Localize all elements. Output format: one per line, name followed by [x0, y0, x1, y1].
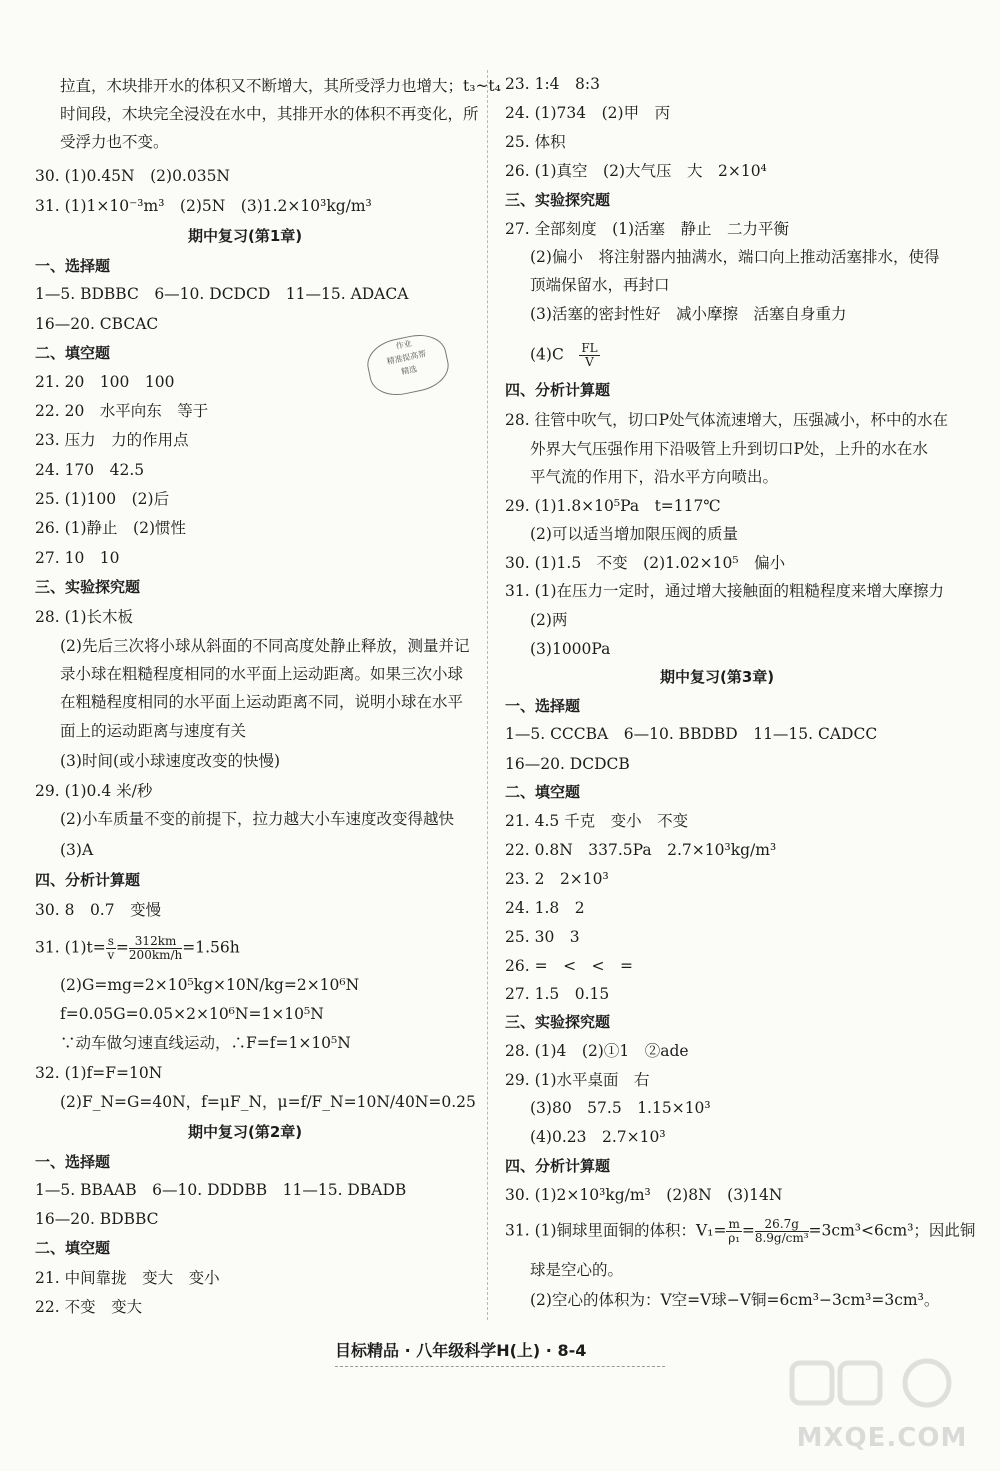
- text-line: 球是空心的。: [530, 1261, 624, 1279]
- answer-30: 30. (1)1.5 不变 (2)1.02×10⁵ 偏小: [505, 554, 786, 572]
- text-line: 时间段，木块完全浸没在水中，其排开水的体积不再变化，所: [60, 105, 479, 123]
- section-heading: 四、分析计算题: [505, 1157, 611, 1175]
- stamp-seal: [363, 329, 453, 400]
- answer-28: 28. (1)4 (2)①1 ②ade: [505, 1042, 689, 1060]
- formula-prefix: 31. (1)铜球里面铜的体积：V₁=: [505, 1221, 727, 1240]
- text-line: (2)G=mg=2×10⁵kg×10N/kg=2×10⁶N: [60, 976, 360, 994]
- section-heading: 二、填空题: [35, 1239, 111, 1257]
- fraction: [106, 935, 116, 962]
- section-heading: 三、实验探究题: [505, 1013, 611, 1031]
- text-line: (2)空心的体积为：V空=V球−V铜=6cm³−3cm³=3cm³。: [530, 1291, 940, 1309]
- text-line: 顶端保留水，再封口: [530, 276, 670, 294]
- fraction: [755, 1218, 809, 1245]
- text-line: ∵动车做匀速直线运动，∴F=f=1×10⁵N: [60, 1034, 351, 1052]
- formula-result: =3cm³<6cm³；因此铜: [808, 1221, 976, 1240]
- section-heading: 二、填空题: [505, 783, 581, 801]
- section-heading: 一、选择题: [35, 257, 111, 275]
- text-line: 在粗糙程度相同的水平面上运动距离不同，说明小球在水平: [60, 693, 464, 711]
- denominator: 200km/h: [128, 948, 183, 962]
- text-line: (2)可以适当增加限压阀的质量: [530, 525, 738, 543]
- text-line: 平气流的作用下，沿水平方向喷出。: [530, 468, 779, 486]
- text-line: (3)活塞的密封性好 减小摩擦 活塞自身重力: [530, 305, 847, 323]
- answer-30: 30. (1)2×10³kg/m³ (2)8N (3)14N: [505, 1186, 783, 1204]
- text-line: (2)两: [530, 611, 568, 629]
- stamp-line: 作业: [394, 338, 413, 352]
- footer-text: 目标精品 · 八年级科学H(上) · 8-4: [335, 1341, 587, 1360]
- answer-24: 24. 1.8 2: [505, 899, 585, 917]
- section-heading: 三、实验探究题: [35, 578, 141, 596]
- section-title-ch2: 期中复习(第2章): [188, 1123, 303, 1141]
- answer-29: 29. (1)水平桌面 右: [505, 1071, 650, 1089]
- answer-31-formula: 31. (1)t= $\frac{s}{v}$ = $\frac{312km}{200km/h}$ =1.56h: [35, 934, 240, 962]
- text-line: (3)80 57.5 1.15×10³: [530, 1099, 711, 1117]
- answer-27: 27. 10 10: [35, 549, 120, 567]
- answer-28-1: 28. (1)长木板: [35, 608, 134, 626]
- answer-22: 22. 0.8N 337.5Pa 2.7×10³kg/m³: [505, 841, 777, 859]
- text-line: (3)1000Pa: [530, 640, 611, 658]
- answer-16-20: 16—20. BDBBC: [35, 1210, 159, 1228]
- denominator: ρ₁: [728, 1231, 741, 1245]
- fraction: [129, 935, 182, 962]
- section-heading: 二、填空题: [35, 344, 111, 362]
- answer-16-20: 16—20. DCDCB: [505, 755, 630, 773]
- answer-23: 23. 2 2×10³: [505, 870, 609, 888]
- answer-1-15: 1—5. CCCBA 6—10. BBDBD 11—15. CADCC: [505, 725, 878, 743]
- column-divider: [487, 70, 488, 1320]
- text-line: (2)小车质量不变的前提下，拉力越大小车速度改变得越快: [60, 810, 454, 828]
- numerator: s: [107, 934, 114, 948]
- numerator: m: [728, 1217, 740, 1231]
- section-title-ch1: 期中复习(第1章): [188, 227, 303, 245]
- watermark-logo: [782, 1358, 982, 1453]
- answer-32: 32. (1)f=F=10N: [35, 1064, 163, 1082]
- answer-25: 25. (1)100 (2)后: [35, 490, 170, 508]
- answer-28: 28. 往管中吹气，切口P处气体流速增大，压强减小，杯中的水在: [505, 411, 949, 429]
- denominator: V: [585, 355, 594, 369]
- answer-31: 31. (1)在压力一定时，通过增大接触面的粗糙程度来增大摩擦力: [505, 582, 945, 600]
- answer-23: 23. 压力 力的作用点: [35, 431, 189, 449]
- text-line: (2)偏小 将注射器内抽满水，端口向上推动活塞排水，使得: [530, 248, 940, 266]
- answer-31: 31. (1)1×10⁻³m³ (2)5N (3)1.2×10³kg/m³: [35, 197, 372, 215]
- answer-31-formula: 31. (1)铜球里面铜的体积：V₁= $\frac{m}{\text{ρ₁}}$ = $\frac{26.7g}{\text{8.9g/cm³}}$ =3cm³<6cm³；因此铜: [505, 1217, 976, 1245]
- numerator: 312km: [129, 935, 182, 949]
- text-line: 录小球在粗糙程度相同的水平面上运动距离。如果三次小球: [60, 665, 464, 683]
- answer-23: 23. 1:4 8:3: [505, 75, 600, 93]
- stamp-line: 精准提高帮: [385, 349, 427, 367]
- answer-1-15: 1—5. BBAAB 6—10. DDDBB 11—15. DBADB: [35, 1181, 407, 1199]
- section-heading: 一、选择题: [35, 1153, 111, 1171]
- answer-16-20: 16—20. CBCAC: [35, 315, 159, 333]
- denominator: 8.9g/cm³: [754, 1231, 809, 1245]
- answer-27-4: [530, 342, 600, 369]
- stamp-line: 精选: [400, 364, 418, 377]
- text-line: (4)0.23 2.7×10³: [530, 1128, 666, 1146]
- footer-rule: [335, 1366, 665, 1367]
- answer-21: 21. 中间靠拢 变大 变小: [35, 1269, 220, 1287]
- text-line: 拉直，木块排开水的体积又不断增大，其所受浮力也增大；t₃~t₄: [60, 77, 501, 95]
- text-line: 外界大气压强作用下沿吸管上升到切口P处，上升的水在水: [530, 440, 928, 458]
- answer-26: 26. (1)真空 (2)大气压 大 2×10⁴: [505, 162, 767, 180]
- page-footer: [335, 1338, 665, 1366]
- text-line: (3)时间(或小球速度改变的快慢): [60, 752, 281, 770]
- answer-22: 22. 不变 变大: [35, 1298, 143, 1316]
- section-heading: 一、选择题: [505, 697, 581, 715]
- answer-26: 26. = < < =: [505, 957, 634, 975]
- answer-30: 30. (1)0.45N (2)0.035N: [35, 167, 230, 185]
- text-line: (2)先后三次将小球从斜面的不同高度处静止释放，测量并记: [60, 637, 470, 655]
- numerator: 26.7g: [755, 1218, 809, 1232]
- answer-29: 29. (1)1.8×10⁵Pa t=117℃: [505, 497, 721, 515]
- answer-29: 29. (1)0.4 米/秒: [35, 782, 153, 800]
- answer-27: 27. 全部刻度 (1)活塞 静止 二力平衡: [505, 220, 790, 238]
- section-title-ch3: 期中复习(第3章): [660, 668, 775, 686]
- answer-25: 25. 体积: [505, 133, 566, 151]
- answer-21: 21. 20 100 100: [35, 373, 175, 391]
- text-line: 面上的运动距离与速度有关: [60, 722, 247, 740]
- text-line: (2)F_N=G=40N，f=μF_N，μ=f/F_N=10N/40N=0.25: [60, 1093, 476, 1111]
- text-line: 受浮力也不变。: [60, 133, 169, 151]
- section-heading: 三、实验探究题: [505, 191, 611, 209]
- answer-27: 27. 1.5 0.15: [505, 985, 610, 1003]
- text-line: f=0.05G=0.05×2×10⁶N=1×10⁵N: [60, 1005, 324, 1023]
- answer-30: 30. 8 0.7 变慢: [35, 901, 162, 919]
- answer-26: 26. (1)静止 (2)惯性: [35, 519, 186, 537]
- answer-22: 22. 20 水平向东 等于: [35, 402, 209, 420]
- section-heading: 四、分析计算题: [505, 381, 611, 399]
- answer-24: 24. 170 42.5: [35, 461, 145, 479]
- formula-prefix: 31. (1)t=: [35, 938, 106, 957]
- formula-result: =1.56h: [182, 938, 240, 957]
- fraction: [726, 1218, 741, 1245]
- section-heading: 四、分析计算题: [35, 871, 141, 889]
- fraction: [579, 342, 599, 369]
- answer-25: 25. 30 3: [505, 928, 580, 946]
- numerator: FL: [581, 341, 598, 355]
- formula-prefix: (4)C: [530, 345, 564, 364]
- text-line: (3)A: [60, 841, 94, 859]
- answer-1-15: 1—5. BDBBC 6—10. DCDCD 11—15. ADACA: [35, 285, 409, 303]
- denominator: v: [107, 948, 115, 962]
- watermark-text: MXQE.COM: [796, 1423, 968, 1453]
- answer-21: 21. 4.5 千克 变小 不变: [505, 812, 689, 830]
- answer-24: 24. (1)734 (2)甲 丙: [505, 104, 671, 122]
